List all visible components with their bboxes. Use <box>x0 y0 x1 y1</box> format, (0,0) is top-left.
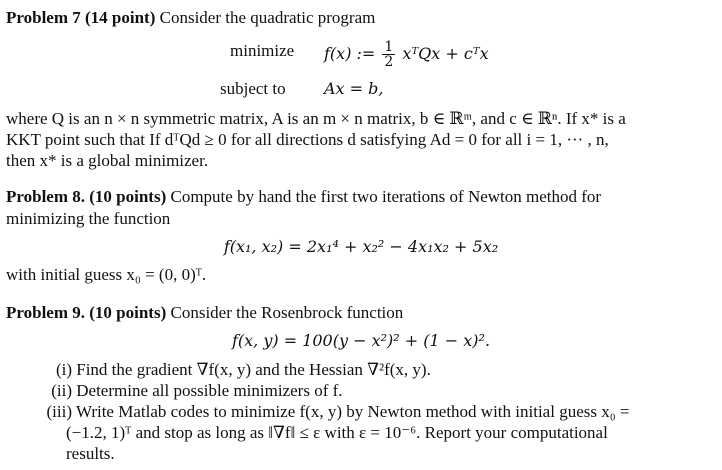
problem-9-item-i <box>30 359 431 380</box>
constraint-word: subject to <box>220 79 286 98</box>
problem-7-text-2: KKT point such that If dᵀQd ≥ 0 for all directions d satisfying Ad = 0 for all i = 1, ··· , n, <box>6 130 609 149</box>
problem-8-text-3: with initial guess x₀ = (0, 0)ᵀ. <box>6 265 207 284</box>
item-text-ii: Determine all possible minimizers of f. <box>76 381 343 400</box>
problem-9-formula: f(x, y) = 100(y − x²)² + (1 − x)². <box>231 331 491 350</box>
item-text-i: Find the gradient ∇f(x, y) and the Hessian ∇²f(x, y). <box>76 360 431 379</box>
fraction-numerator: 1 <box>384 39 394 55</box>
one-half-fraction <box>382 40 395 69</box>
problem-7-text-1: where Q is an n × n symmetric matrix, A is an m × n matrix, b ∈ ℝᵐ, and c ∈ ℝⁿ. If x* is a <box>6 109 626 128</box>
problem-8-heading-line <box>6 186 601 207</box>
problem-9-item-iii <box>30 401 629 422</box>
item-label-i: (i) <box>55 360 72 379</box>
item-label-iii: (iii) <box>46 402 72 421</box>
problem-9-item-ii <box>30 380 343 401</box>
problem-8-title: Problem 8. (10 points) <box>6 187 167 206</box>
constraint-formula: Ax = b, <box>324 79 384 98</box>
problem-8-text-2: minimizing the function <box>6 209 171 228</box>
problem-8-formula: f(x₁, x₂) = 2x₁⁴ + x₂² − 4x₁x₂ + 5x₂ <box>223 237 499 256</box>
problem-9-item-iii-cont-1: (−1.2, 1)ᵀ and stop as long as ‖∇f‖ ≤ ε with ε = 10⁻⁶. Report your computational <box>66 423 608 442</box>
objective-formula <box>324 40 489 69</box>
objective-lhs: f(x) := <box>324 44 376 63</box>
problem-7-intro: Consider the quadratic program <box>159 8 376 27</box>
objective-word: minimize <box>230 41 295 60</box>
objective-rhs: xᵀQx + cᵀx <box>402 44 489 63</box>
item-label-ii: (ii) <box>51 381 72 400</box>
item-text-iii: Write Matlab codes to minimize f(x, y) by Newton method with initial guess x₀ = <box>75 402 630 421</box>
problem-7-text-3: then x* is a global minimizer. <box>6 151 209 170</box>
problem-7-title: Problem 7 (14 point) <box>6 8 156 27</box>
problem-7-heading-line <box>6 7 375 28</box>
fraction-denominator: 2 <box>384 54 394 70</box>
problem-8-text-1: Compute by hand the first two iterations of Newton method for <box>170 187 602 206</box>
problem-9-heading-line <box>6 302 403 323</box>
problem-9-title: Problem 9. (10 points) <box>6 303 167 322</box>
problem-9-intro: Consider the Rosenbrock function <box>170 303 404 322</box>
problem-9-item-iii-cont-2: results. <box>66 444 115 463</box>
